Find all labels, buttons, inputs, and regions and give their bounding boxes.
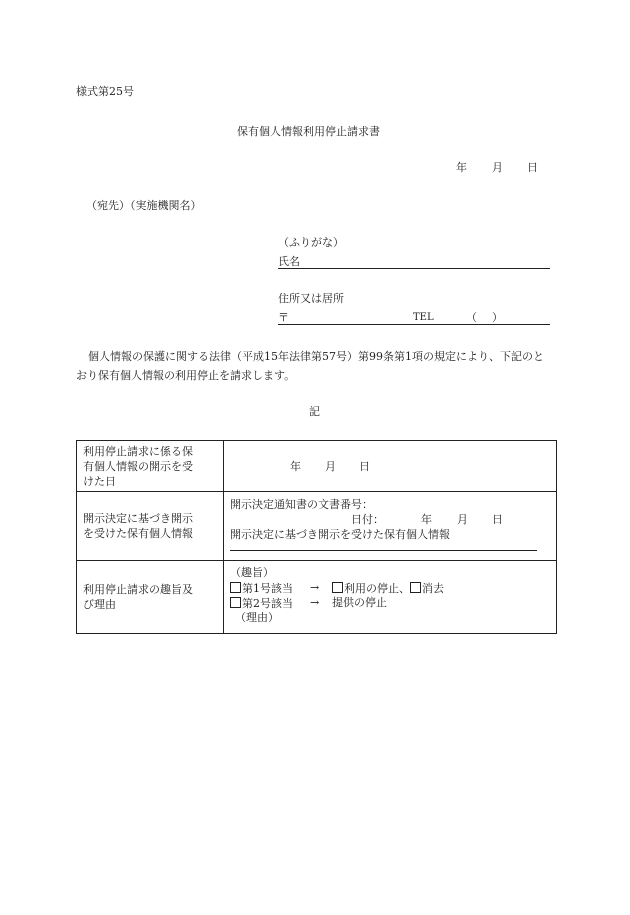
- row1-label-l3: けた日: [83, 474, 116, 488]
- purpose-reason-label: [77, 561, 224, 634]
- result1b-item: [410, 582, 444, 594]
- row2-day: 日: [492, 513, 503, 526]
- option2-checkbox[interactable]: [230, 597, 241, 608]
- disclosure-date-value[interactable]: [224, 441, 557, 492]
- result1a-item: [332, 582, 410, 594]
- stop-use-label: 利用の停止、: [344, 582, 410, 595]
- furigana-label: （ふりがな）: [278, 236, 344, 249]
- ki-heading: 記: [309, 405, 320, 418]
- row2-label-l1: 開示決定に基づき開示: [83, 512, 193, 525]
- option1-label: 第1号該当: [242, 582, 293, 595]
- row2-year: 年: [421, 513, 432, 526]
- body-text-line2: おり保有個人情報の利用停止を請求します。: [76, 369, 296, 382]
- erase-checkbox[interactable]: [410, 582, 421, 593]
- form-number: 様式第25号: [76, 85, 134, 98]
- row1-day: 日: [359, 459, 370, 473]
- disclosed-info-underline: [230, 550, 537, 551]
- date-month: 月: [492, 161, 503, 174]
- row2-month: 月: [457, 513, 468, 526]
- date-day: 日: [527, 161, 538, 174]
- erase-label: 消去: [422, 582, 444, 595]
- row1-label-l1: 利用停止請求に係る保: [83, 444, 193, 458]
- addressee: （宛先）（実施機関名）: [86, 199, 202, 212]
- purpose-reason-value[interactable]: [224, 561, 557, 634]
- row1-label-l2: 有個人情報の開示を受: [83, 459, 193, 473]
- option2-item: [230, 597, 293, 609]
- row3-label-l1: 利用停止請求の趣旨及: [83, 583, 193, 596]
- option2-label: 第2号該当: [242, 597, 293, 610]
- disclosure-date-label: [77, 441, 224, 492]
- row3-label-l2: び理由: [83, 598, 116, 611]
- option2-arrow: →: [310, 596, 320, 609]
- option1-item: [230, 582, 293, 594]
- row1-year: 年: [290, 459, 301, 473]
- tel-label: TEL: [413, 312, 434, 323]
- tel-paren-close: ）: [492, 311, 503, 324]
- stop-use-checkbox[interactable]: [332, 582, 343, 593]
- request-table: [76, 440, 557, 634]
- page-title: 保有個人情報利用停止請求書: [237, 125, 380, 138]
- doc-number-label: 開示決定通知書の文書番号：: [230, 498, 373, 511]
- disclosed-info-sublabel: 開示決定に基づき開示を受けた保有個人情報: [230, 528, 450, 541]
- option1-checkbox[interactable]: [230, 582, 241, 593]
- row2-label-l2: を受けた保有個人情報: [83, 527, 193, 540]
- stop-provision-label: 提供の停止: [332, 596, 387, 609]
- address-label: 住所又は居所: [278, 292, 344, 305]
- option1-arrow: →: [310, 581, 320, 594]
- address-underline: [278, 324, 550, 325]
- date-year: 年: [456, 161, 467, 174]
- disclosed-info-value[interactable]: [224, 492, 557, 561]
- body-text-line1: 個人情報の保護に関する法律（平成15年法律第57号）第99条第1項の規定により、下記のと: [88, 350, 544, 363]
- tel-paren-open: （: [466, 311, 477, 324]
- row1-month: 月: [325, 459, 336, 473]
- row2-date-label: 日付：: [351, 513, 384, 526]
- disclosed-info-label: [77, 492, 224, 561]
- postal-mark: 〒: [278, 311, 289, 324]
- purpose-label: （趣旨）: [230, 566, 274, 579]
- reason-label: （理由）: [235, 611, 279, 624]
- name-label: 氏名: [278, 255, 300, 268]
- name-underline: [278, 268, 550, 269]
